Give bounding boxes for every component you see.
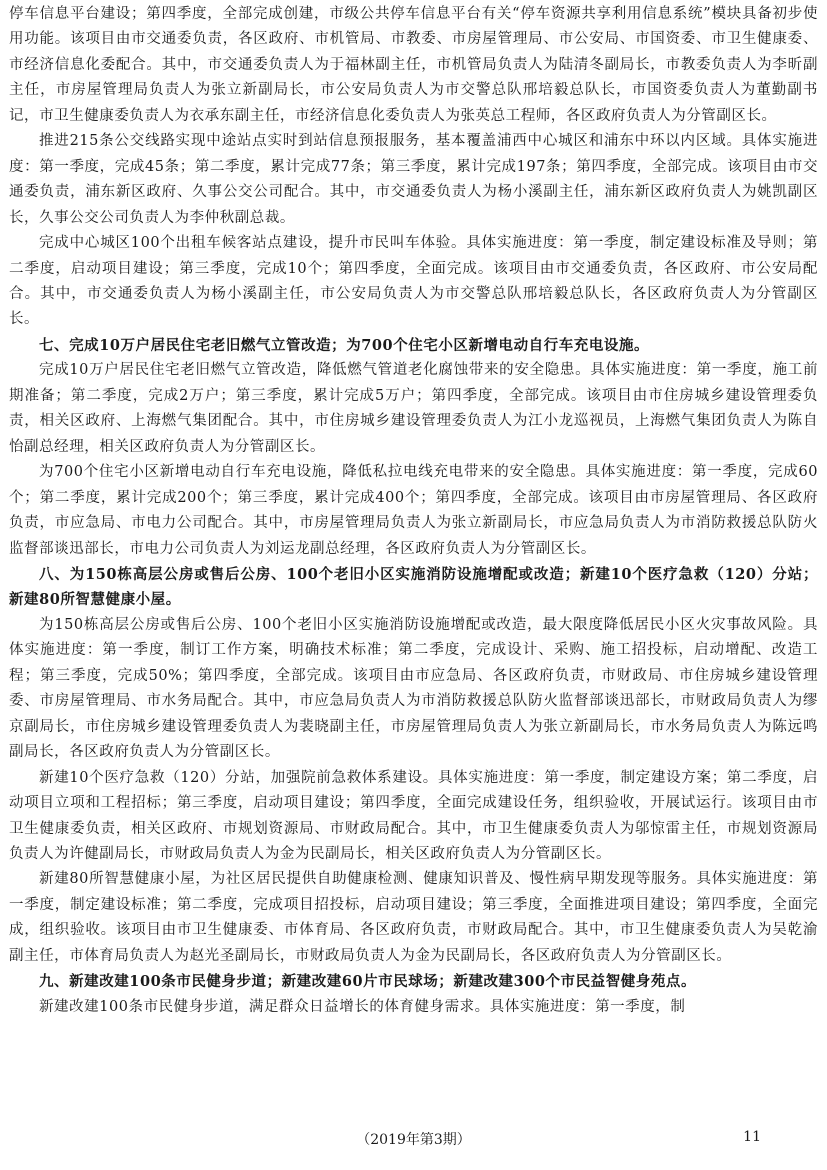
paragraph: 新建80所智慧健康小屋，为社区居民提供自助健康检测、健康知识普及、慢性病早期发现等服务。具体实施进度：第一季度，制定建设标准；第二季度，完成项目招投标，启动项目建设；第三季度，全面推进项目建设；第四季度，全面完成，组织验收。该项目由市卫生健康委、市体育局、各区政府负责，市财政局配合。其中，市卫生健康委负责人为吴乾渝副主任，市体育局负责人为赵光圣副局长，市财政局负责人为金为民副局长，各区政府负责人为分管副区长。 [9,871,818,964]
section-heading: 八、为150栋高层公房或售后公房、100个老旧小区实施消防设施增配或改造；新建10个医疗急救（120）分站；新建80所智慧健康小屋。 [9,565,818,609]
paragraph: 为700个住宅小区新增电动自行车充电设施，降低私拉电线充电带来的安全隐患。具体实施进度：第一季度，完成60个；第二季度，累计完成200个；第三季度，累计完成400个；第四季度，全部完成。该项目由市房屋管理局、各区政府负责，市应急局、市电力公司配合。其中，市房屋管理局负责人为张立新副局长，市应急局负责人为市消防救援总队防火监督部谈迅部长，市电力公司负责人为刘运龙副总经理，各区政府负责人为分管副区长。 [9,464,818,557]
paragraph: 停车信息平台建设；第四季度，全部完成创建，市级公共停车信息平台有关“停车资源共享利用信息系统”模块具备初步使用功能。该项目由市交通委负责，各区政府、市机管局、市教委、市房屋管理局、市公安局、市国资委、市卫生健康委、市经济信息化委配合。其中，市交通委负责人为于福林副主任，市机管局负责人为陆清冬副局长，市教委负责人为李昕副主任，市房屋管理局负责人为张立新副局长，市公安局负责人为市交警总队邢培毅总队长，市国资委负责人为董勤副书记，市卫生健康委负责人为衣承东副主任，市经济信息化委负责人为张英总工程师，各区政府负责人为分管副区长。 [9,6,818,124]
paragraph: 新建10个医疗急救（120）分站，加强院前急救体系建设。具体实施进度：第一季度，制定建设方案；第二季度，启动项目立项和工程招标；第三季度，启动项目建设；第四季度，全面完成建设任务，组织验收，开展试运行。该项目由市卫生健康委负责，相关区政府、市规划资源局、市财政局配合。其中，市卫生健康委负责人为邬惊雷主任，市规划资源局负责人为许健副局长，市财政局负责人为金为民副局长，相关区政府负责人为分管副区长。 [9,769,818,862]
paragraph: 完成中心城区100个出租车候客站点建设，提升市民叫车体验。具体实施进度：第一季度，制定建设标准及导则；第二季度，启动项目建设；第三季度，完成10个；第四季度，全面完成。该项目由市交通委负责，各区政府、市公安局配合。其中，市交通委负责人为杨小溪副主任，市公安局负责人为市交警总队邢培毅总队长，各区政府负责人为分管副区长。 [9,235,818,328]
issue-label: （2019年第3期） [356,1132,471,1148]
page-number: 11 [743,1129,761,1145]
paragraph: 推进215条公交线路实现中途站点实时到站信息预报服务，基本覆盖浦西中心城区和浦东中环以内区域。具体实施进度：第一季度，完成45条；第二季度，累计完成77条；第三季度，累计完成197条；第四季度，全部完成。该项目由市交通委负责，浦东新区政府、久事公交公司配合。其中，市交通委负责人为杨小溪副主任，浦东新区政府负责人为姚凯副区长，久事公交公司负责人为李仲秋副总裁。 [9,133,818,226]
paragraph: 完成10万户居民住宅老旧燃气立管改造，降低燃气管道老化腐蚀带来的安全隐患。具体实施进度：第一季度，施工前期准备；第二季度，完成2万户；第三季度，累计完成5万户；第四季度，全部完成。该项目由市住房城乡建设管理委负责，相关区政府、上海燃气集团配合。其中，市住房城乡建设管理委负责人为江小龙巡视员，上海燃气集团负责人为陈自怡副总经理，相关区政府负责人为分管副区长。 [9,362,818,455]
paragraph: 新建改建100条市民健身步道，满足群众日益增长的体育健身需求。具体实施进度：第一季度，制 [39,998,686,1015]
paragraph: 为150栋高层公房或售后公房、100个老旧小区实施消防设施增配或改造，最大限度降低居民小区火灾事故风险。具体实施进度：第一季度，制订工作方案，明确技术标准；第二季度，完成设计、采购、施工招投标，启动增配、改造工程；第三季度，完成50%；第四季度，全部完成。该项目由市应急局、各区政府负责，市财政局、市住房城乡建设管理委、市房屋管理局、市水务局配合。其中，市应急局负责人为市消防救援总队防火监督部谈迅部长，市财政局负责人为缪京副局长，市住房城乡建设管理委负责人为裴晓副主任，市房屋管理局负责人为张立新副局长，市水务局负责人为陈远鸣副局长，各区政府负责人为分管副区长。 [9,616,818,761]
section-heading: 九、新建改建100条市民健身步道；新建改建60片市民球场；新建改建300个市民益智健身苑点。 [39,973,697,991]
section-heading: 七、完成10万户居民住宅老旧燃气立管改造；为700个住宅小区新增电动自行车充电设施。 [39,336,650,354]
page-footer [0,1129,827,1153]
article-body [9,2,818,1020]
